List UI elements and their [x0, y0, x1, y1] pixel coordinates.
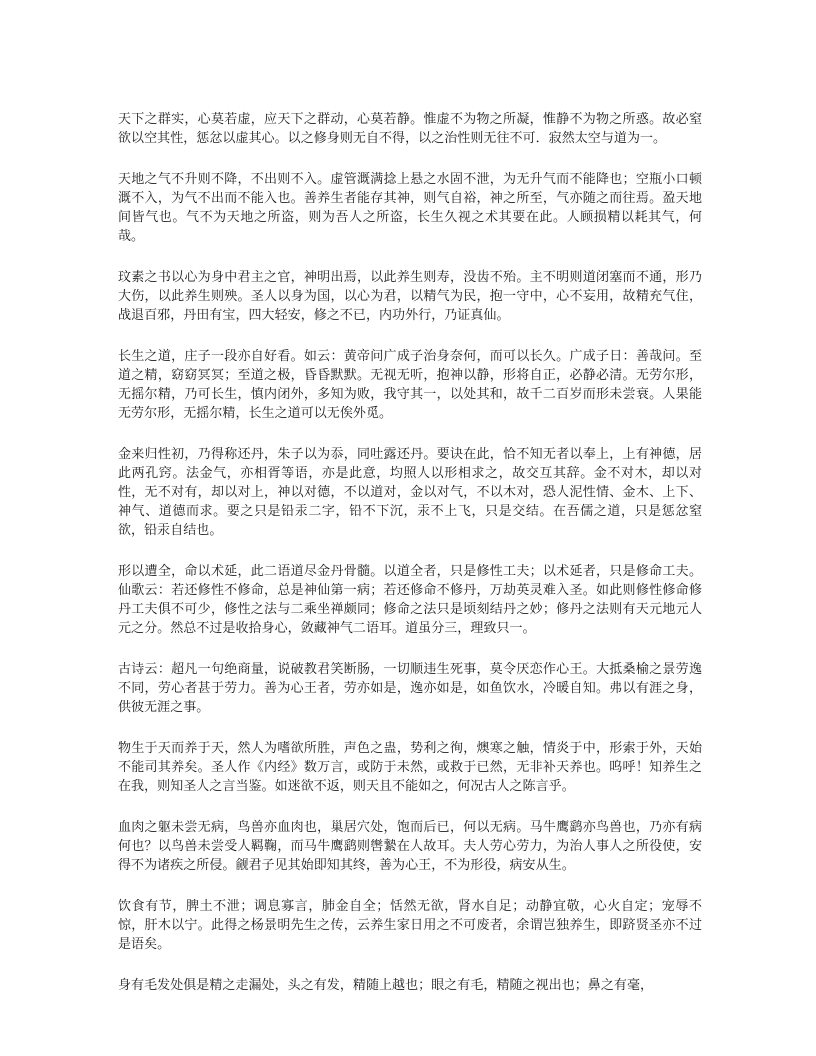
paragraph-10: 饮食有节，脾土不泄；调息寡言，肺金自全；恬然无欲，肾水自足；动静宜敬，心火自定；宠辱不惊，肝木以宁。此得之杨景明先生之传，云养生家日用之不可废者，余谓岂独养生，即跻贤圣亦不过是语矣。	[118, 899, 702, 952]
paragraph-9: 血肉之躯未尝无病，鸟兽亦血肉也，巢居穴处，饱而后已，何以无病。马牛鹰鹞亦鸟兽也，乃亦有病何也？以鸟兽未尝受人羁鞠，而马牛鹰鹞则辔縶在人故耳。夫人劳心劳力，为治人事人之所役使，安得不为诸疾之所侵。觎君子见其始即知其终，善为心王，不为形役，病安从生。	[118, 820, 702, 873]
paragraph-3: 玟素之书以心为身中君主之官，神明出焉，以此养生则寿，没齿不殆。主不明则道闭塞而不通，形乃大伤，以此养生则殃。圣人以身为国，以心为君，以精气为民，抱一守中，心不妄用，故精充气住，战退百邪，丹田有宝，四大轻安，修之不已，内功外行，乃证真仙。	[118, 270, 702, 323]
paragraph-11: 身有毛发处俱是精之走漏处，头之有发，精随上越也；眼之有毛，精随之视出也；鼻之有毫，	[118, 978, 654, 993]
paragraph-1: 天下之群实，心莫若虚，应天下之群动，心莫若静。惟虚不为物之所凝，惟静不为物之所惑。故必窒欲以空其性，惩忿以虚其心。以之修身则无自不得，以之治性则无往不可．寂然太空与道为一。	[118, 112, 702, 146]
paragraph-2: 天地之气不升则不降，不出则不入。虚管溉满捻上悬之水固不泄，为无升气而不能降也；空瓶小口顿溉不入，为气不出而不能入也。善养生者能存其神，则气自裕，神之所至，气亦随之而往焉。盈天地间皆气也。气不为天地之所盗，则为吾人之所盗，长生久视之术其要在此。人顾损精以耗其气，何哉。	[118, 172, 702, 244]
paragraph-4: 长生之道，庄子一段亦自好看。如云：黄帝问广成子治身奈何，而可以长久。广成子日：善哉问。至道之精，窈窈冥冥；至道之极，昏昏默默。无视无听，抱神以静，形将自正，必静必清。无劳尔形，无摇尔精，乃可长生，慎内闭外，多知为败，我守其一，以处其和，故千二百岁而形未尝衰。人果能无劳尔形，无摇尔精，长生之道可以无俟外觅。	[118, 349, 702, 421]
paragraph-7: 古诗云：超凡一句绝商量，说破教君笑断肠，一切顺违生死事，莫令厌恋作心王。大抵桑榆之景劳逸不同，劳心者甚于劳力。善为心王者，劳亦如是，逸亦如是，如鱼饮水，冷暖自知。弗以有涯之身，供彼无涯之事。	[118, 662, 702, 715]
paragraph-5: 金来归性初，乃得称还丹，朱子以为忝，同吐露还丹。要诀在此，恰不知无者以奉上，上有神德，居此两孔窍。法金气，亦相胥等语，亦是此意，均照人以形相求之，故交互其辞。金不对木，却以对性，无不对有，却以对上，神以对德，不以道对，金以对气，不以木对，恐人泥性情、金木、上下、神气、道德而求。要之只是铅汞二字，铅不下沉，汞不上飞，只是交结。在吾儒之道，只是惩忿窒欲，铅汞自结也。	[118, 447, 702, 538]
document-body	[118, 110, 702, 1017]
paragraph-6: 形以遭全，命以术延，此二语道尽金丹骨髓。以道全者，只是修性工夫；以术延者，只是修命工夫。仙歌云：若还修性不修命，总是神仙第一病；若还修命不修丹，万劫英灵难入圣。如此则修性修命修丹工夫俱不可少，修性之法与二乘坐禅颇同；修命之法只是顷刻结丹之妙；修丹之法则有天元地元人元之分。然总不过是收拾身心，敛藏神气二语耳。道虽分三，理致只一。	[118, 564, 702, 636]
paragraph-8: 物生于天而养于天，然人为嗜欲所胜，声色之蛊，势利之徇，燠寒之触，情炎于中，形索于外，天始不能司其养矣。圣人作《内经》数万言，或防于未然，或救于已然，无非补天养也。呜呼！知养生之在我，则知圣人之言当鉴。如迷欲不返，则天且不能如之，何况古人之陈言乎。	[118, 741, 702, 794]
